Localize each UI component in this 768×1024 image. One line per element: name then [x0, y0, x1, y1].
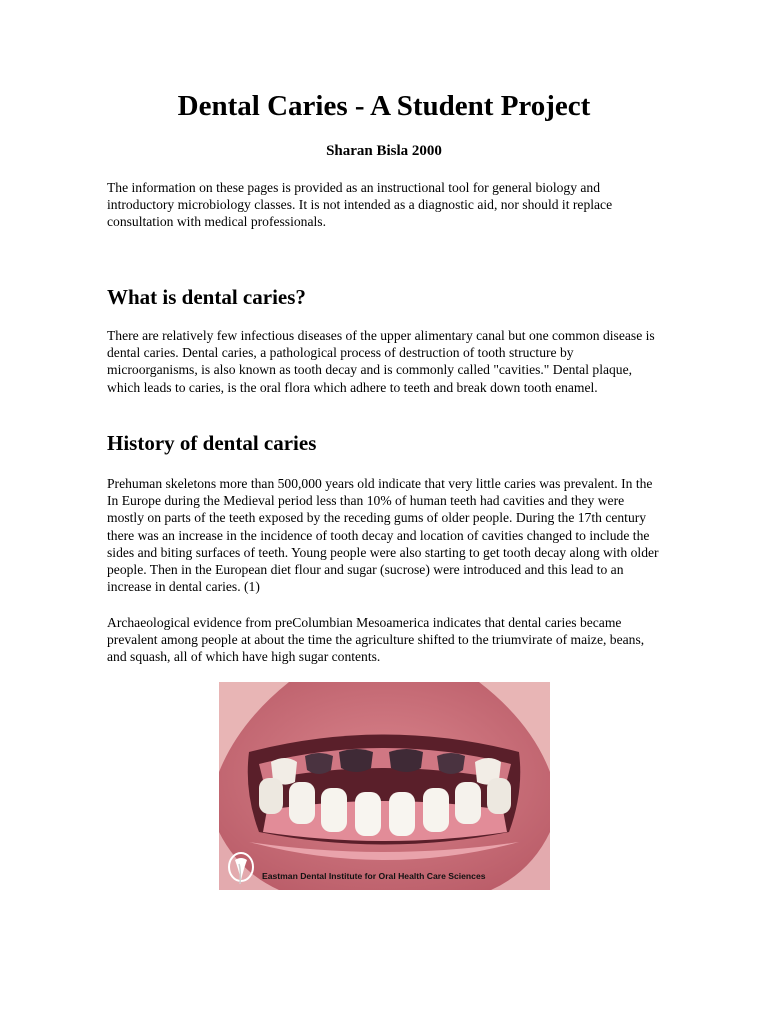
- section-paragraph-what-is: There are relatively few infectious diseases of the upper alimentary canal but one common disease is dental caries. Dental caries, a pathological process of destruction of tooth structure by microorganisms, is also known as tooth decay and is commonly called "cavities." Dental plaque, which leads to caries, is the oral flora which adhere to teeth and break down tooth enamel.: [107, 328, 655, 395]
- author-line: Sharan Bisla 2000: [326, 143, 442, 159]
- photo-caption: Eastman Dental Institute for Oral Health Care Sciences: [262, 871, 486, 881]
- eastman-logo-icon: [225, 850, 257, 888]
- section-paragraph-history-2: Archaeological evidence from preColumbian Mesoamerica indicates that dental caries became prevalent among people at about the time the agriculture shifted to the triumvirate of maize, beans, and squash, all of which have high sugar contents.: [107, 615, 645, 665]
- section-heading-history: History of dental caries: [107, 431, 317, 455]
- mouth-illustration: [219, 682, 550, 890]
- dental-caries-photo: [219, 682, 550, 890]
- section-paragraph-history-1: Prehuman skeletons more than 500,000 years old indicate that very little caries was prevalent. In the In Europe during the Medieval period less than 10% of human teeth had cavities and they were mostly on parts of the teeth exposed by the receding gums of older people. During the 17th century there was an increase in the incidence of tooth decay and location of cavities changed to include the sides and biting surfaces of teeth. Young people were also starting to get tooth decay along with older people. Then in the European diet flour and sugar (sucrose) were introduced and this lead to an increase in dental caries. (1): [107, 476, 659, 595]
- section-heading-what-is: What is dental caries?: [107, 285, 306, 309]
- page-title: Dental Caries - A Student Project: [177, 90, 591, 122]
- intro-paragraph: The information on these pages is provided as an instructional tool for general biology and introductory microbiology classes. It is not intended as a diagnostic aid, nor should it replace consultation with medical professionals.: [107, 180, 613, 230]
